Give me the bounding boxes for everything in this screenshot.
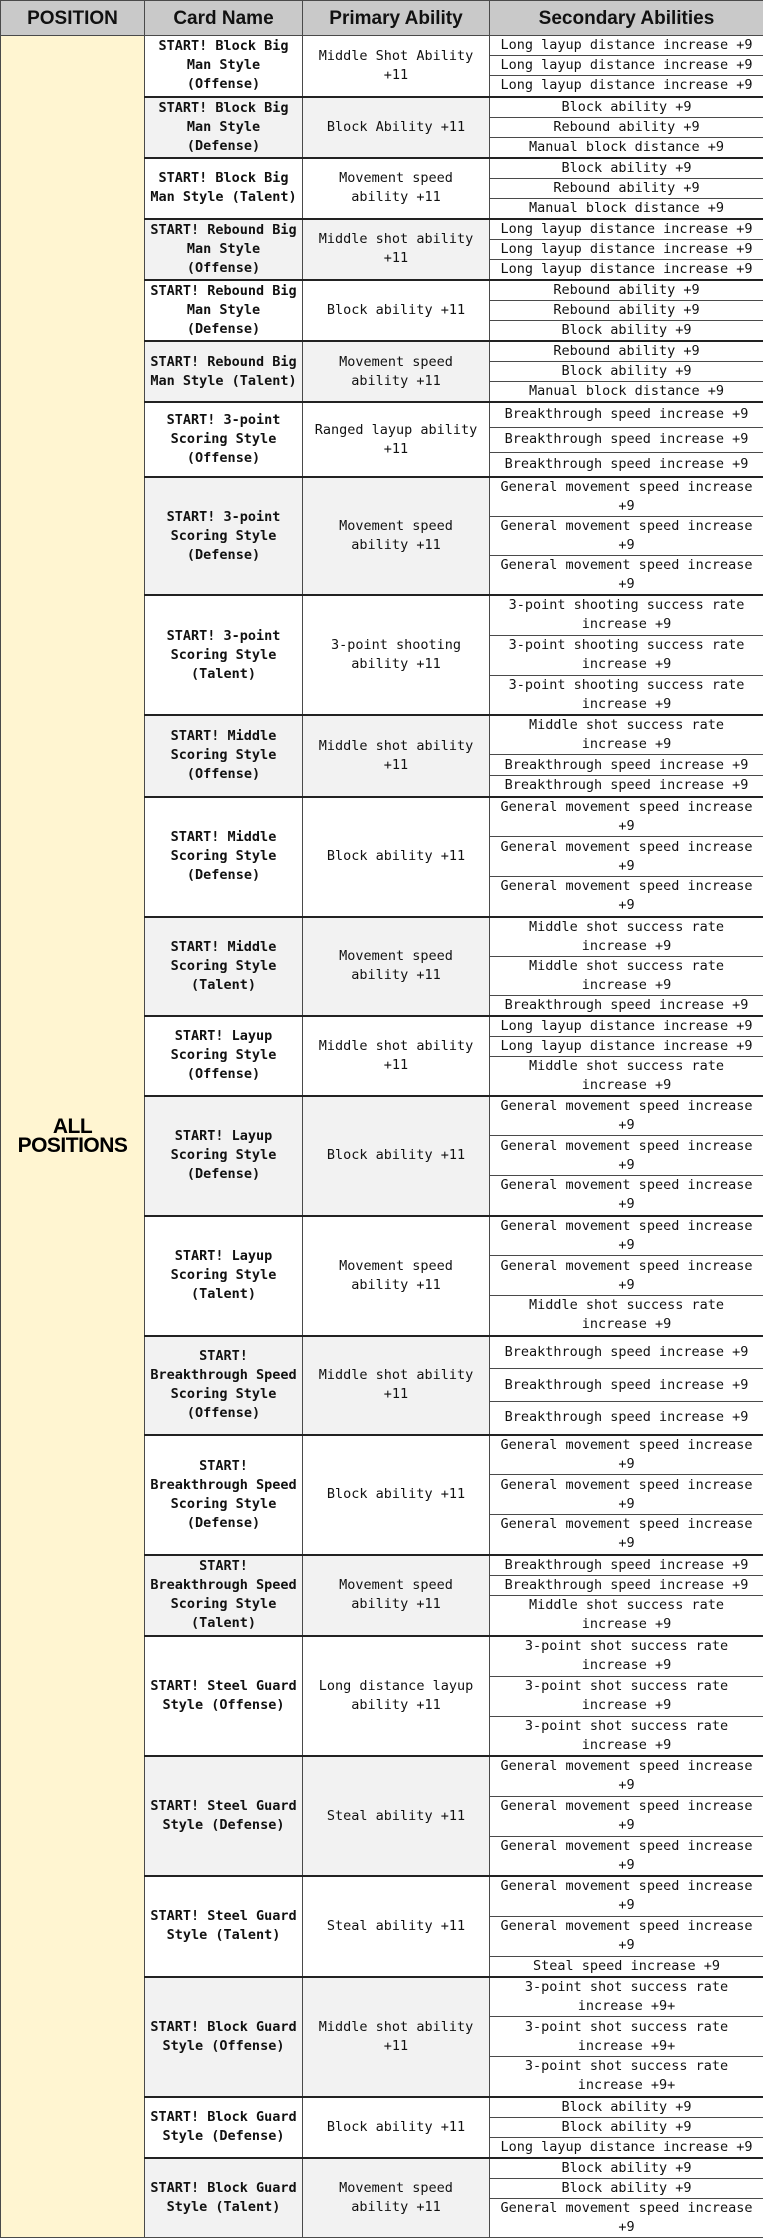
secondary-ability-cell: Middle shot success rate increase +9 xyxy=(490,715,763,755)
primary-ability-cell: Movement speed ability +11 xyxy=(303,1555,490,1637)
card-name-cell: START! Breakthrough Speed Scoring Style (Defense) xyxy=(145,1435,303,1555)
header-primary-ability: Primary Ability xyxy=(303,1,490,36)
primary-ability-cell: Block ability +11 xyxy=(303,797,490,917)
secondary-ability-cell: General movement speed increase +9 xyxy=(490,556,763,596)
primary-ability-cell: Middle shot ability +11 xyxy=(303,1336,490,1435)
secondary-ability-cell: Breakthrough speed increase +9 xyxy=(490,1555,763,1576)
primary-ability-cell: Middle shot ability +11 xyxy=(303,1977,490,2097)
card-name-cell: START! Rebound Big Man Style (Defense) xyxy=(145,280,303,341)
secondary-ability-cell: Middle shot success rate increase +9 xyxy=(490,1296,763,1336)
card-name-cell: START! 3-point Scoring Style (Offense) xyxy=(145,402,303,477)
card-name-cell: START! Rebound Big Man Style (Talent) xyxy=(145,341,303,402)
secondary-ability-cell: General movement speed increase +9 xyxy=(490,877,763,917)
primary-ability-cell: Block ability +11 xyxy=(303,2097,490,2158)
secondary-ability-cell: Middle shot success rate increase +9 xyxy=(490,1595,763,1636)
secondary-ability-cell: Breakthrough speed increase +9 xyxy=(490,1575,763,1595)
secondary-ability-cell: Breakthrough speed increase +9 xyxy=(490,776,763,797)
card-name-cell: START! Steel Guard Style (Defense) xyxy=(145,1756,303,1876)
secondary-ability-cell: 3-point shot success rate increase +9+ xyxy=(490,2057,763,2097)
secondary-ability-cell: General movement speed increase +9 xyxy=(490,517,763,556)
secondary-ability-cell: General movement speed increase +9 xyxy=(490,1836,763,1876)
secondary-ability-cell: Block ability +9 xyxy=(490,2117,763,2137)
secondary-ability-cell: Steal speed increase +9 xyxy=(490,1956,763,1977)
primary-ability-cell: Block ability +11 xyxy=(303,280,490,341)
position-cell: ALL POSITIONS xyxy=(1,36,145,2238)
primary-ability-cell: Block Ability +11 xyxy=(303,97,490,158)
secondary-ability-cell: 3-point shooting success rate increase +9 xyxy=(490,595,763,635)
secondary-ability-cell: Long layup distance increase +9 xyxy=(490,2137,763,2158)
secondary-ability-cell: General movement speed increase +9 xyxy=(490,1256,763,1296)
secondary-ability-cell: Long layup distance increase +9 xyxy=(490,1016,763,1037)
primary-ability-cell: Middle shot ability +11 xyxy=(303,715,490,797)
secondary-ability-cell: Long layup distance increase +9 xyxy=(490,239,763,259)
header-position: POSITION xyxy=(1,1,145,36)
primary-ability-cell: Block ability +11 xyxy=(303,1435,490,1555)
secondary-ability-cell: Block ability +9 xyxy=(490,362,763,382)
card-name-cell: START! Middle Scoring Style (Talent) xyxy=(145,917,303,1016)
card-name-cell: START! 3-point Scoring Style (Talent) xyxy=(145,595,303,715)
card-name-cell: START! Layup Scoring Style (Offense) xyxy=(145,1016,303,1096)
primary-ability-cell: 3-point shooting ability +11 xyxy=(303,595,490,715)
secondary-ability-cell: Block ability +9 xyxy=(490,2178,763,2198)
secondary-ability-cell: Middle shot success rate increase +9 xyxy=(490,1056,763,1096)
header-secondary-abilities: Secondary Abilities xyxy=(490,1,763,36)
primary-ability-cell: Movement speed ability +11 xyxy=(303,341,490,402)
secondary-ability-cell: Long layup distance increase +9 xyxy=(490,1036,763,1056)
primary-ability-cell: Movement speed ability +11 xyxy=(303,477,490,595)
card-name-cell: START! Block Big Man Style (Offense) xyxy=(145,36,303,97)
secondary-ability-cell: General movement speed increase +9 xyxy=(490,2198,763,2237)
card-name-cell: START! Steel Guard Style (Talent) xyxy=(145,1876,303,1977)
secondary-ability-cell: 3-point shot success rate increase +9+ xyxy=(490,2017,763,2057)
card-name-cell: START! Block Guard Style (Talent) xyxy=(145,2158,303,2238)
primary-ability-cell: Movement speed ability +11 xyxy=(303,1216,490,1336)
secondary-ability-cell: Rebound ability +9 xyxy=(490,178,763,198)
secondary-ability-cell: Breakthrough speed increase +9 xyxy=(490,452,763,477)
primary-ability-cell: Middle Shot Ability +11 xyxy=(303,36,490,97)
secondary-ability-cell: Manual block distance +9 xyxy=(490,137,763,158)
secondary-ability-cell: 3-point shot success rate increase +9 xyxy=(490,1636,763,1676)
secondary-ability-cell: Long layup distance increase +9 xyxy=(490,36,763,56)
secondary-ability-cell: General movement speed increase +9 xyxy=(490,1136,763,1176)
secondary-ability-cell: Block ability +9 xyxy=(490,2097,763,2118)
secondary-ability-cell: Block ability +9 xyxy=(490,97,763,118)
secondary-ability-cell: Breakthrough speed increase +9 xyxy=(490,1336,763,1369)
secondary-ability-cell: Block ability +9 xyxy=(490,2158,763,2179)
secondary-ability-cell: General movement speed increase +9 xyxy=(490,1756,763,1796)
secondary-ability-cell: Breakthrough speed increase +9 xyxy=(490,402,763,427)
secondary-ability-cell: Breakthrough speed increase +9 xyxy=(490,427,763,452)
secondary-ability-cell: Breakthrough speed increase +9 xyxy=(490,1369,763,1402)
primary-ability-cell: Middle shot ability +11 xyxy=(303,1016,490,1096)
secondary-ability-cell: General movement speed increase +9 xyxy=(490,1096,763,1136)
secondary-ability-cell: Rebound ability +9 xyxy=(490,341,763,362)
secondary-ability-cell: General movement speed increase +9 xyxy=(490,1435,763,1475)
secondary-ability-cell: Long layup distance increase +9 xyxy=(490,56,763,76)
primary-ability-cell: Movement speed ability +11 xyxy=(303,158,490,219)
card-name-cell: START! Steel Guard Style (Offense) xyxy=(145,1636,303,1756)
header-row xyxy=(1,1,763,36)
secondary-ability-cell: Middle shot success rate increase +9 xyxy=(490,917,763,957)
secondary-ability-cell: General movement speed increase +9 xyxy=(490,1216,763,1256)
secondary-ability-cell: Long layup distance increase +9 xyxy=(490,259,763,280)
primary-ability-cell: Movement speed ability +11 xyxy=(303,917,490,1016)
card-name-cell: START! Block Big Man Style (Talent) xyxy=(145,158,303,219)
secondary-ability-cell: General movement speed increase +9 xyxy=(490,837,763,877)
card-name-cell: START! Block Guard Style (Defense) xyxy=(145,2097,303,2158)
primary-ability-cell: Middle shot ability +11 xyxy=(303,219,490,281)
secondary-ability-cell: 3-point shooting success rate increase +9 xyxy=(490,635,763,675)
primary-ability-cell: Ranged layup ability +11 xyxy=(303,402,490,477)
table-row xyxy=(1,36,763,56)
secondary-ability-cell: Manual block distance +9 xyxy=(490,382,763,403)
secondary-ability-cell: Rebound ability +9 xyxy=(490,280,763,301)
secondary-ability-cell: General movement speed increase +9 xyxy=(490,1796,763,1836)
primary-ability-cell: Movement speed ability +11 xyxy=(303,2158,490,2238)
secondary-ability-cell: General movement speed increase +9 xyxy=(490,1176,763,1216)
secondary-ability-cell: Breakthrough speed increase +9 xyxy=(490,995,763,1016)
secondary-ability-cell: General movement speed increase +9 xyxy=(490,1475,763,1515)
secondary-ability-cell: Long layup distance increase +9 xyxy=(490,76,763,97)
card-name-cell: START! Rebound Big Man Style (Offense) xyxy=(145,219,303,281)
primary-ability-cell: Block ability +11 xyxy=(303,1096,490,1216)
card-name-cell: START! Block Guard Style (Offense) xyxy=(145,1977,303,2097)
secondary-ability-cell: Manual block distance +9 xyxy=(490,198,763,219)
secondary-ability-cell: 3-point shot success rate increase +9+ xyxy=(490,1977,763,2017)
table-body xyxy=(1,36,763,2238)
secondary-ability-cell: Long layup distance increase +9 xyxy=(490,219,763,240)
card-name-cell: START! Breakthrough Speed Scoring Style (Offense) xyxy=(145,1336,303,1435)
secondary-ability-cell: 3-point shooting success rate increase +9 xyxy=(490,675,763,715)
secondary-ability-cell: 3-point shot success rate increase +9 xyxy=(490,1676,763,1716)
secondary-ability-cell: Middle shot success rate increase +9 xyxy=(490,956,763,995)
card-name-cell: START! Layup Scoring Style (Talent) xyxy=(145,1216,303,1336)
secondary-ability-cell: Block ability +9 xyxy=(490,321,763,342)
secondary-ability-cell: Breakthrough speed increase +9 xyxy=(490,755,763,776)
secondary-ability-cell: General movement speed increase +9 xyxy=(490,1916,763,1956)
card-name-cell: START! Layup Scoring Style (Defense) xyxy=(145,1096,303,1216)
secondary-ability-cell: General movement speed increase +9 xyxy=(490,797,763,837)
secondary-ability-cell: General movement speed increase +9 xyxy=(490,1876,763,1916)
secondary-ability-cell: Rebound ability +9 xyxy=(490,301,763,321)
card-name-cell: START! Breakthrough Speed Scoring Style (Talent) xyxy=(145,1555,303,1637)
secondary-ability-cell: Breakthrough speed increase +9 xyxy=(490,1402,763,1435)
primary-ability-cell: Steal ability +11 xyxy=(303,1876,490,1977)
secondary-ability-cell: General movement speed increase +9 xyxy=(490,477,763,517)
card-name-cell: START! Middle Scoring Style (Defense) xyxy=(145,797,303,917)
primary-ability-cell: Long distance layup ability +11 xyxy=(303,1636,490,1756)
primary-ability-cell: Steal ability +11 xyxy=(303,1756,490,1876)
card-name-cell: START! Middle Scoring Style (Offense) xyxy=(145,715,303,797)
secondary-ability-cell: Rebound ability +9 xyxy=(490,117,763,137)
secondary-ability-cell: Block ability +9 xyxy=(490,158,763,179)
card-name-cell: START! Block Big Man Style (Defense) xyxy=(145,97,303,158)
header-card-name: Card Name xyxy=(145,1,303,36)
secondary-ability-cell: General movement speed increase +9 xyxy=(490,1515,763,1555)
card-name-cell: START! 3-point Scoring Style (Defense) xyxy=(145,477,303,595)
secondary-ability-cell: 3-point shot success rate increase +9 xyxy=(490,1716,763,1756)
